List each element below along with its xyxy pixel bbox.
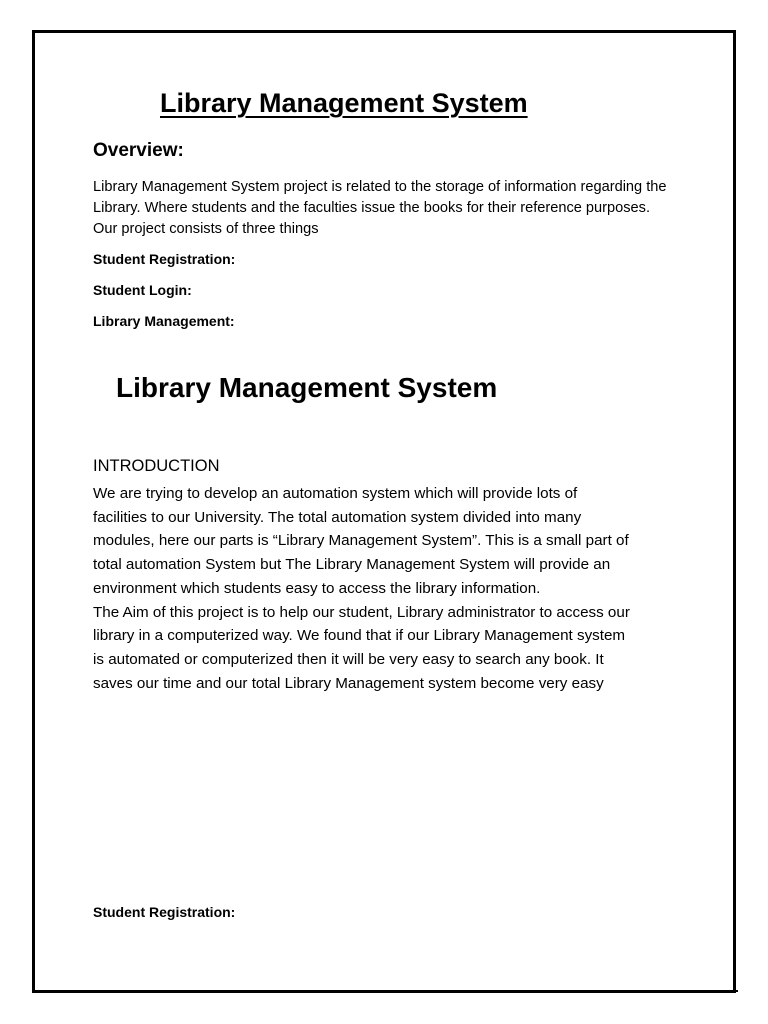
introduction-line: saves our time and our total Library Management system become very easy bbox=[93, 674, 604, 692]
introduction-heading: INTRODUCTION bbox=[93, 457, 220, 475]
introduction-line: total automation System but The Library Management System will provide an bbox=[93, 556, 611, 574]
document-title: Library Management System bbox=[160, 88, 528, 118]
overview-paragraph: Library Management System project is related to the storage of information regarding the Library. Where students and the faculties issue the books for their reference purposes. Our project consists of three things bbox=[93, 179, 667, 237]
introduction-body bbox=[93, 482, 683, 695]
section-title: Library Management System bbox=[116, 372, 498, 403]
student-registration-heading: Student Registration: bbox=[93, 904, 236, 920]
overview-item-student-registration: Student Registration: bbox=[93, 251, 236, 267]
introduction-line: The Aim of this project is to help our student, Library administrator to access our bbox=[93, 603, 630, 621]
overview-item-student-login: Student Login: bbox=[93, 282, 192, 298]
overview-heading: Overview: bbox=[93, 140, 184, 161]
introduction-line: facilities to our University. The total automation system divided into many bbox=[93, 508, 582, 526]
page-border-bottom-line bbox=[37, 990, 738, 992]
introduction-line: We are trying to develop an automation system which will provide lots of bbox=[93, 485, 578, 502]
introduction-line: modules, here our parts is “Library Management System”. This is a small part of bbox=[93, 532, 629, 550]
introduction-line: is automated or computerized then it will be very easy to search any book. It bbox=[93, 650, 604, 668]
introduction-line: library in a computerized way. We found that if our Library Management system bbox=[93, 627, 626, 645]
introduction-line: environment which students easy to access the library information. bbox=[93, 579, 541, 597]
overview-item-library-management: Library Management: bbox=[93, 313, 235, 329]
